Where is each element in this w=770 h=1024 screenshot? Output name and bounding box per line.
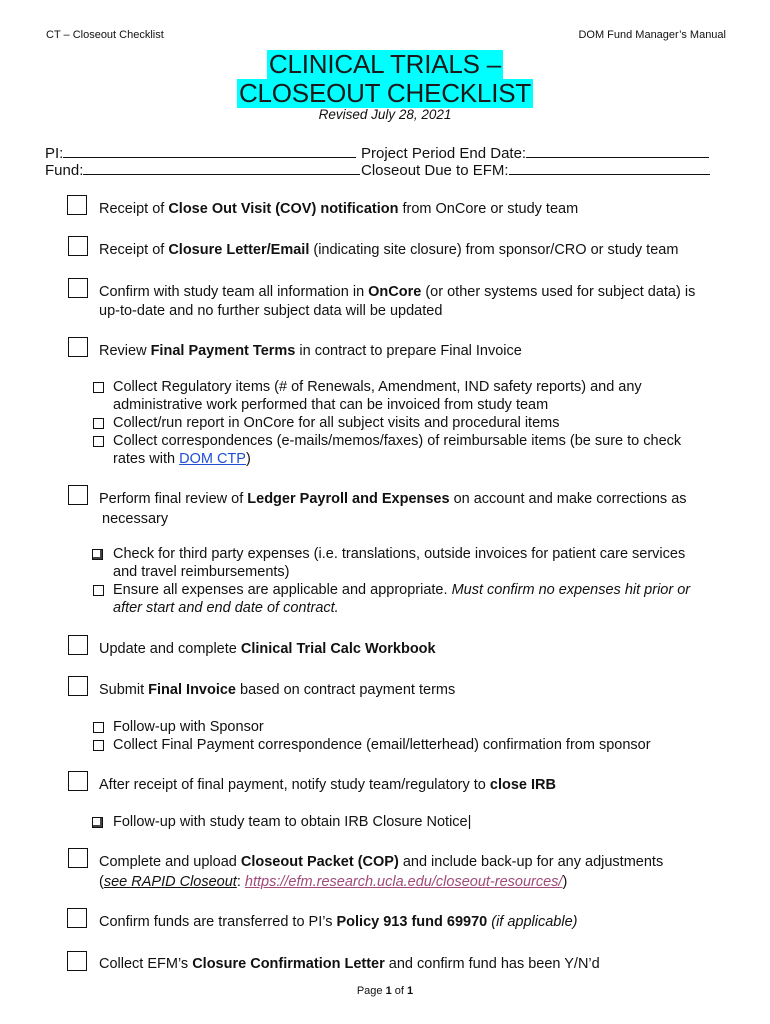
checkbox-closure-letter[interactable] bbox=[68, 236, 88, 256]
sub-oncore-report: Collect/run report in OnCore for all subject visits and procedural items bbox=[113, 415, 560, 431]
sub-irb-closure: Follow-up with study team to obtain IRB Closure Notice| bbox=[113, 814, 472, 830]
project-end-line[interactable] bbox=[526, 143, 709, 158]
checkbox-final-invoice[interactable] bbox=[68, 676, 88, 696]
header-left: CT – Closeout Checklist bbox=[46, 29, 164, 41]
item-final-payment-terms: Review Final Payment Terms in contract to prepare Final Invoice bbox=[99, 343, 522, 359]
sub-final-payment-corr: Collect Final Payment correspondence (email/letterhead) confirmation from sponsor bbox=[113, 737, 651, 753]
checkbox-closeout-packet[interactable] bbox=[68, 848, 88, 868]
item-final-invoice: Submit Final Invoice based on contract payment terms bbox=[99, 682, 456, 698]
closeout-due-label: Closeout Due to EFM: bbox=[361, 162, 509, 179]
fund-field[interactable] bbox=[45, 160, 360, 180]
subcheckbox-third-party[interactable] bbox=[92, 549, 103, 560]
checkbox-ledger[interactable] bbox=[68, 485, 88, 505]
closeout-resources-link[interactable]: https://efm.research.ucla.edu/closeout-resources/ bbox=[244, 874, 563, 890]
item-close-irb: After receipt of final payment, notify study team/regulatory to close IRB bbox=[99, 777, 556, 793]
page-title bbox=[0, 50, 770, 108]
title-line-1: CLINICAL TRIALS – bbox=[268, 49, 502, 79]
item-oncore: Confirm with study team all information in OnCore (or other systems used for subject data) is up-to-date and no further subject data will be updated bbox=[99, 284, 696, 319]
subcheckbox-follow-up-sponsor[interactable] bbox=[93, 722, 104, 733]
item-closure-letter: Receipt of Closure Letter/Email (indicating site closure) from sponsor/CRO or study team bbox=[99, 242, 679, 258]
checkbox-oncore[interactable] bbox=[68, 278, 88, 298]
sub-ensure-expenses: Ensure all expenses are applicable and appropriate. Must confirm no expenses hit prior or after start and end date of contract. bbox=[113, 582, 691, 616]
subcheckbox-oncore-report[interactable] bbox=[93, 418, 104, 429]
item-funds-transfer: Confirm funds are transferred to PI’s Policy 913 fund 69970 (if applicable) bbox=[99, 914, 578, 930]
closeout-due-line[interactable] bbox=[509, 160, 710, 175]
item-closure-confirmation: Collect EFM’s Closure Confirmation Letter and confirm fund has been Y/N’d bbox=[99, 956, 600, 972]
header-right: DOM Fund Manager’s Manual bbox=[578, 29, 726, 41]
item-cov: Receipt of Close Out Visit (COV) notification from OnCore or study team bbox=[99, 201, 579, 217]
fund-label: Fund: bbox=[45, 162, 84, 179]
closeout-due-field[interactable] bbox=[361, 160, 710, 180]
subcheckbox-irb-closure[interactable] bbox=[92, 817, 103, 828]
pi-line[interactable] bbox=[63, 143, 356, 158]
checkbox-closure-confirmation[interactable] bbox=[67, 951, 87, 971]
checkbox-calc-workbook[interactable] bbox=[68, 635, 88, 655]
subcheckbox-regulatory[interactable] bbox=[93, 382, 104, 393]
project-end-label: Project Period End Date: bbox=[361, 145, 527, 162]
title-line-2: CLOSEOUT CHECKLIST bbox=[238, 78, 532, 108]
fund-line[interactable] bbox=[83, 160, 360, 175]
subcheckbox-ensure-expenses[interactable] bbox=[93, 585, 104, 596]
dom-ctp-link[interactable]: DOM CTP bbox=[179, 451, 246, 467]
checkbox-cov[interactable] bbox=[67, 195, 87, 215]
revised-date: Revised July 28, 2021 bbox=[318, 107, 452, 122]
page-number: Page 1 of 1 bbox=[356, 985, 414, 997]
subcheckbox-final-payment-corr[interactable] bbox=[93, 740, 104, 751]
checkbox-close-irb[interactable] bbox=[68, 771, 88, 791]
item-calc-workbook: Update and complete Clinical Trial Calc Workbook bbox=[99, 641, 436, 657]
sub-correspondences: Collect correspondences (e-mails/memos/faxes) of reimbursable items (be sure to check rates with DOM CTP) bbox=[113, 433, 682, 467]
item-ledger: Perform final review of Ledger Payroll and Expenses on account and make corrections as necessary bbox=[99, 491, 687, 527]
item-closeout-packet: Complete and upload Closeout Packet (COP) and include back-up for any adjustments (see RAPID Closeout: https://efm.research.ucla.edu/closeout-resources/) bbox=[99, 854, 664, 890]
subcheckbox-correspondences[interactable] bbox=[93, 436, 104, 447]
sub-third-party: Check for third party expenses (i.e. translations, outside invoices for patient care services and travel reimbursements) bbox=[113, 546, 686, 580]
pi-label: PI: bbox=[45, 145, 64, 162]
sub-regulatory: Collect Regulatory items (# of Renewals, Amendment, IND safety reports) and any administrative work performed that can be invoiced from study team bbox=[113, 379, 642, 413]
sub-follow-up-sponsor: Follow-up with Sponsor bbox=[113, 719, 264, 735]
checkbox-funds-transfer[interactable] bbox=[67, 908, 87, 928]
checkbox-final-payment-terms[interactable] bbox=[68, 337, 88, 357]
